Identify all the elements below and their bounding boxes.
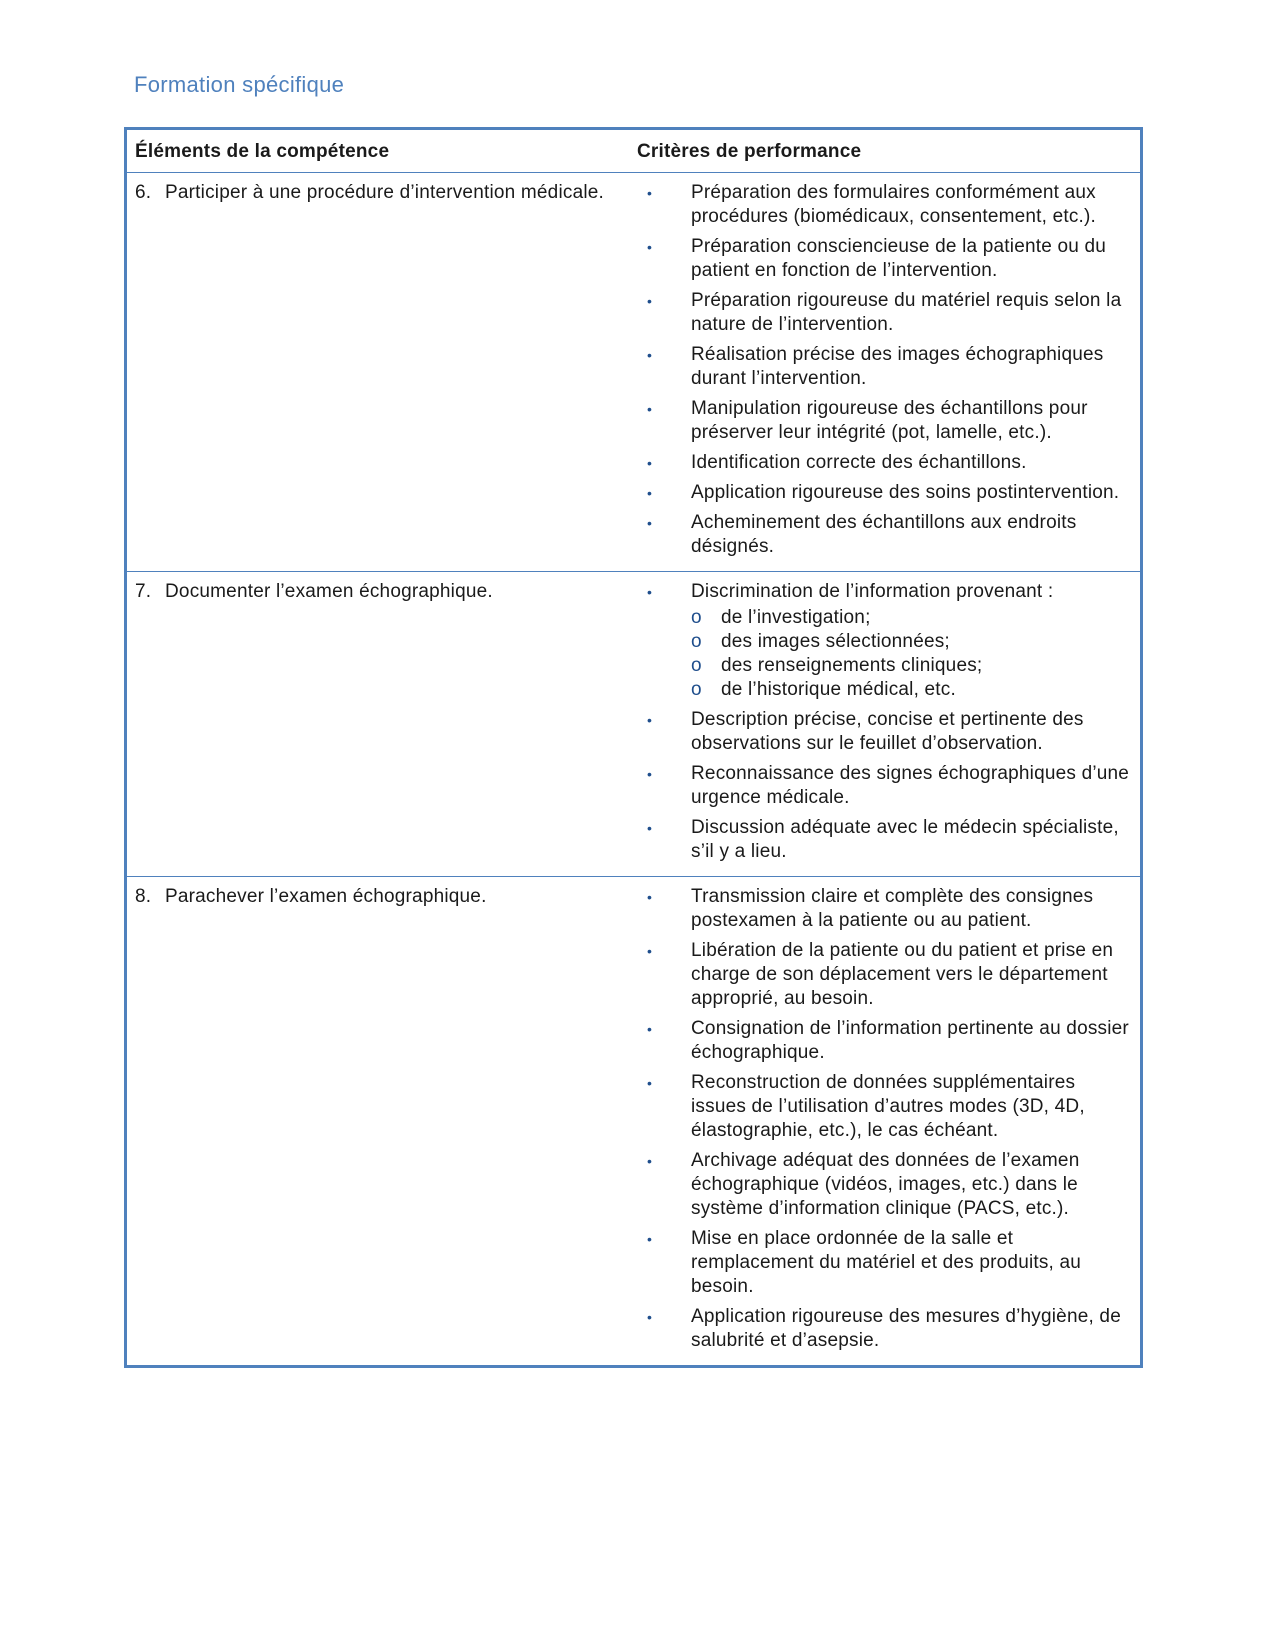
criteria-body [691, 1071, 1132, 1143]
criteria-body [691, 816, 1132, 864]
criteria-body [691, 511, 1132, 559]
table-row [126, 173, 1142, 572]
criteria-item [637, 343, 1132, 391]
bullet-icon: • [647, 584, 653, 600]
criteria-text: Réalisation précise des images échographiques durant l’intervention. [691, 344, 1104, 389]
criteria-text: Reconnaissance des signes échographiques d’une urgence médicale. [691, 763, 1130, 808]
bullet-icon: • [647, 401, 653, 417]
criteria-item [637, 939, 1132, 1011]
table-row [126, 572, 1142, 877]
bullet-icon: • [647, 239, 653, 255]
sub-item [691, 654, 1053, 678]
criteria-body [691, 1227, 1132, 1299]
criteria-item [637, 1071, 1132, 1143]
criteria-text: Manipulation rigoureuse des échantillons pour préserver leur intégrité (pot, lamelle, etc.). [691, 398, 1088, 443]
criteria-text: Discussion adéquate avec le médecin spécialiste, s’il y a lieu. [691, 817, 1119, 862]
bullet-icon: • [647, 293, 653, 309]
criteria-body [691, 580, 1053, 702]
table-header-row [126, 129, 1142, 173]
criteria-item [637, 708, 1132, 756]
section-title: Formation spécifique [134, 72, 345, 97]
criteria-body [691, 708, 1132, 756]
sub-item-text: des renseignements cliniques; [721, 655, 983, 676]
criteria-body [691, 451, 1027, 475]
bullet-icon: • [647, 485, 653, 501]
sub-item [691, 606, 1053, 630]
criteria-body [691, 939, 1132, 1011]
element-text: Documenter l’examen échographique. [165, 581, 493, 602]
criteria-item [637, 451, 1132, 475]
criteria-body [691, 181, 1132, 229]
criteria-text: Archivage adéquat des données de l’examen échographique (vidéos, images, etc.) dans le système d’information clinique (PACS, etc.). [691, 1150, 1080, 1219]
criteria-item [637, 397, 1132, 445]
bullet-icon: • [647, 455, 653, 471]
competence-element [135, 580, 621, 604]
bullet-icon: • [647, 1021, 653, 1037]
element-text: Participer à une procédure d’intervention médicale. [165, 182, 604, 203]
competence-element [135, 885, 621, 909]
criteria-item [637, 1017, 1132, 1065]
criteria-text: Application rigoureuse des mesures d’hygiène, de salubrité et d’asepsie. [691, 1306, 1121, 1351]
criteria-text: Discrimination de l’information provenant : [691, 581, 1054, 602]
criteria-text: Mise en place ordonnée de la salle et remplacement du matériel et des produits, au besoin. [691, 1228, 1082, 1297]
bullet-icon: • [647, 1075, 653, 1091]
criteria-text: Identification correcte des échantillons. [691, 452, 1027, 473]
criteria-body [691, 1305, 1132, 1353]
competence-table [124, 127, 1143, 1368]
bullet-icon: • [647, 943, 653, 959]
criteria-text: Acheminement des échantillons aux endroits désignés. [691, 512, 1077, 557]
criteria-item [637, 1227, 1132, 1299]
criteria-text: Reconstruction de données supplémentaires issues de l’utilisation d’autres modes (3D, 4D, élastographie, etc.), le cas échéant. [691, 1072, 1085, 1141]
competence-element-cell [126, 877, 630, 1367]
criteria-text: Transmission claire et complète des consignes postexamen à la patiente ou au patient. [691, 886, 1094, 931]
bullet-icon: • [647, 185, 653, 201]
bullet-icon: • [647, 889, 653, 905]
bullet-icon: • [647, 820, 653, 836]
criteria-body [691, 1017, 1132, 1065]
bullet-icon: • [647, 766, 653, 782]
criteria-body [691, 289, 1132, 337]
sub-item-text: de l’investigation; [721, 607, 871, 628]
bullet-icon: • [647, 1153, 653, 1169]
bullet-icon: • [647, 712, 653, 728]
table-row [126, 877, 1142, 1367]
competence-element-cell [126, 572, 630, 877]
criteria-item [637, 181, 1132, 229]
competence-element-cell [126, 173, 630, 572]
sub-item-text: des images sélectionnées; [721, 631, 950, 652]
criteria-body [691, 885, 1132, 933]
criteria-cell [629, 572, 1142, 877]
criteria-text: Application rigoureuse des soins postintervention. [691, 482, 1120, 503]
bullet-icon: • [647, 515, 653, 531]
criteria-body [691, 397, 1132, 445]
criteria-item [637, 580, 1132, 702]
element-text: Parachever l’examen échographique. [165, 886, 487, 907]
header-elements: Éléments de la compétence [126, 129, 630, 173]
competence-element [135, 181, 621, 205]
sub-list [691, 606, 1053, 702]
criteria-text: Préparation des formulaires conformément aux procédures (biomédicaux, consentement, etc.). [691, 182, 1097, 227]
criteria-text: Description précise, concise et pertinente des observations sur le feuillet d’observation. [691, 709, 1084, 754]
criteria-item [637, 816, 1132, 864]
criteria-body [691, 762, 1132, 810]
sub-item [691, 630, 1053, 654]
sub-item [691, 678, 1053, 702]
criteria-item [637, 289, 1132, 337]
criteria-item [637, 1149, 1132, 1221]
criteria-cell [629, 877, 1142, 1367]
criteria-cell [629, 173, 1142, 572]
criteria-item [637, 235, 1132, 283]
criteria-item [637, 481, 1132, 505]
criteria-item [637, 511, 1132, 559]
element-number: 6. [135, 182, 152, 203]
bullet-icon: • [647, 1309, 653, 1325]
criteria-text: Préparation consciencieuse de la patiente ou du patient en fonction de l’intervention. [691, 236, 1107, 281]
criteria-item [637, 762, 1132, 810]
sub-bullet-icon: o [691, 655, 702, 676]
criteria-item [637, 1305, 1132, 1353]
element-number: 8. [135, 886, 152, 907]
sub-item-text: de l’historique médical, etc. [721, 679, 956, 700]
sub-bullet-icon: o [691, 631, 702, 652]
header-criteria: Critères de performance [629, 129, 1142, 173]
criteria-body [691, 481, 1119, 505]
criteria-text: Libération de la patiente ou du patient et prise en charge de son déplacement vers le département approprié, au besoin. [691, 940, 1114, 1009]
criteria-list [637, 580, 1132, 864]
sub-bullet-icon: o [691, 679, 702, 700]
criteria-text: Consignation de l’information pertinente au dossier échographique. [691, 1018, 1129, 1063]
bullet-icon: • [647, 1231, 653, 1247]
bullet-icon: • [647, 347, 653, 363]
criteria-text: Préparation rigoureuse du matériel requis selon la nature de l’intervention. [691, 290, 1122, 335]
criteria-list [637, 885, 1132, 1353]
sub-bullet-icon: o [691, 607, 702, 628]
criteria-body [691, 235, 1132, 283]
criteria-item [637, 885, 1132, 933]
element-number: 7. [135, 581, 152, 602]
criteria-body [691, 1149, 1132, 1221]
criteria-list [637, 181, 1132, 559]
criteria-body [691, 343, 1132, 391]
